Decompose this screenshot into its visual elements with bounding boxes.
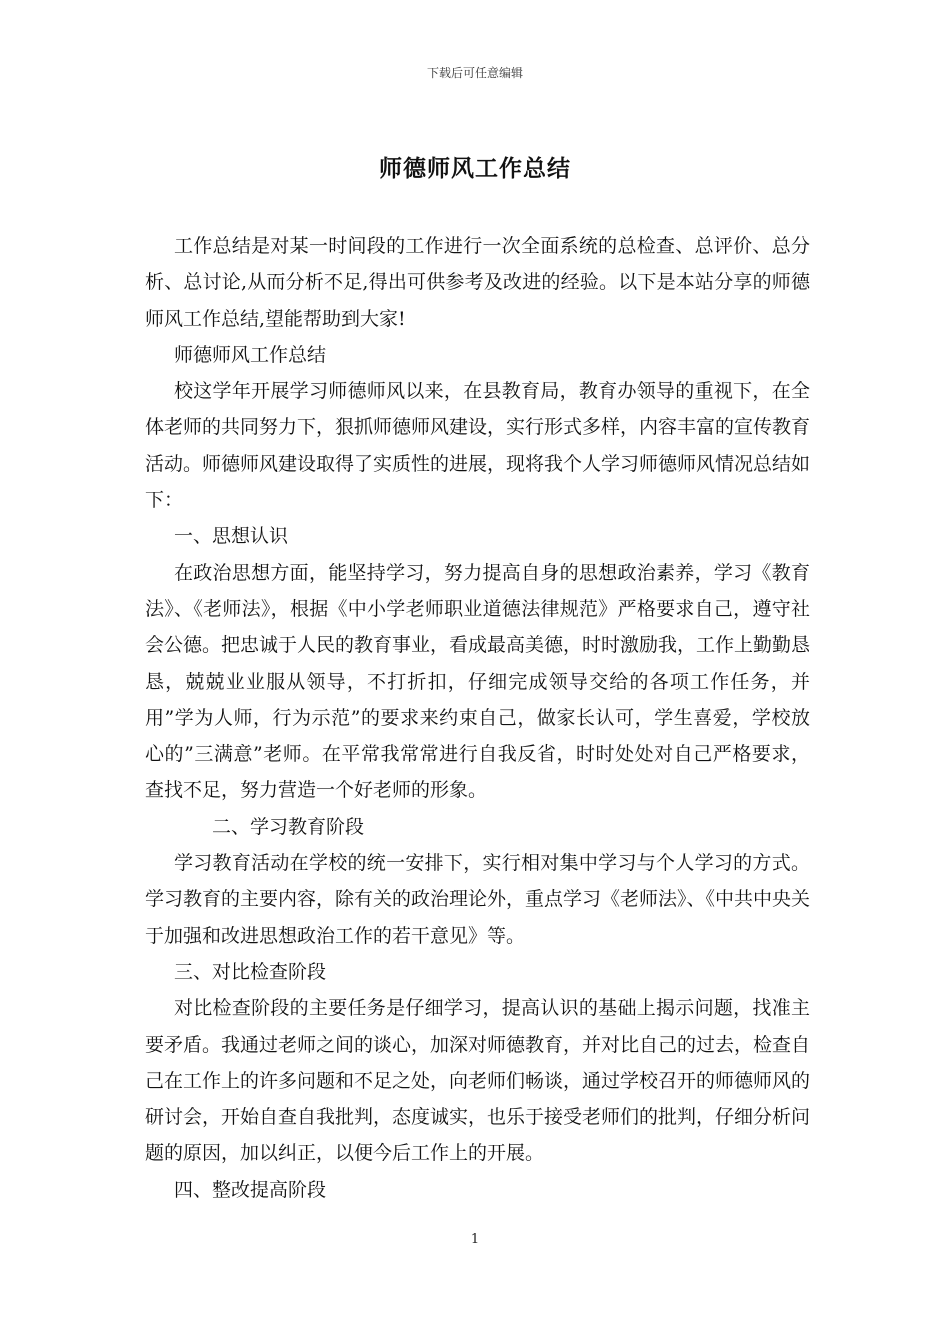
paragraph-1: 校这学年开展学习师德师风以来，在县教育局，教育办领导的重视下，在全体老师的共同努力下，狠抓师德师风建设，实行形式多样，内容丰富的宣传教育活动。师德师风建设取得了实质性的进展，现将我个人学习师德师风情况总结如下： [145, 380, 811, 512]
document-title: 师德师风工作总结 [379, 155, 571, 182]
subtitle: 师德师风工作总结 [174, 343, 327, 366]
page-number: 1 [470, 1232, 480, 1247]
intro-paragraph: 工作总结是对某一时间段的工作进行一次全面系统的总检查、总评价、总分析、总讨论,从而分析不足,得出可供参考及改进的经验。以下是本站分享的师德师风工作总结,望能帮助到大家! [145, 235, 810, 330]
paragraph-2: 在政治思想方面，能坚持学习，努力提高自身的思想政治素养，学习《教育法》、《老师法》，根据《中小学老师职业道德法律规范》严格要求自己，遵守社会公德。把忠诚于人民的教育事业，看成最高美德，时时激励我，工作上勤勤恳恳，兢兢业业服从领导，不打折扣，仔细完成领导交给的各项工作任务，并用”学为人师，行为示范”的要求来约束自己，做家长认可，学生喜爱，学校放心的”三满意”老师。在平常我常常进行自我反省，时时处处对自己严格要求，查找不足，努力营造一个好老师的形象。 [145, 561, 811, 802]
heading-1: 一、思想认识 [174, 525, 289, 548]
page-header: 下载后可任意编辑 [426, 66, 523, 80]
heading-3: 三、对比检查阶段 [174, 960, 327, 983]
heading-4: 四、整改提高阶段 [174, 1178, 327, 1201]
paragraph-4: 对比检查阶段的主要任务是仔细学习，提高认识的基础上揭示问题，找准主要矛盾。我通过老师之间的谈心，加深对师德教育，并对比自己的过去，检查自己在工作上的许多问题和不足之处，向老师们畅谈，通过学校召开的师德师风的研讨会，开始自查自我批判，态度诚实，也乐于接受老师们的批判，仔细分析问题的原因，加以纠正，以便今后工作上的开展。 [145, 997, 811, 1165]
heading-2: 二、学习教育阶段 [212, 815, 365, 838]
paragraph-3: 学习教育活动在学校的统一安排下，实行相对集中学习与个人学习的方式。学习教育的主要内容，除有关的政治理论外，重点学习《老师法》、《中共中央关于加强和改进思想政治工作的若干意见》等。 [145, 852, 811, 947]
document-body [145, 228, 810, 1208]
